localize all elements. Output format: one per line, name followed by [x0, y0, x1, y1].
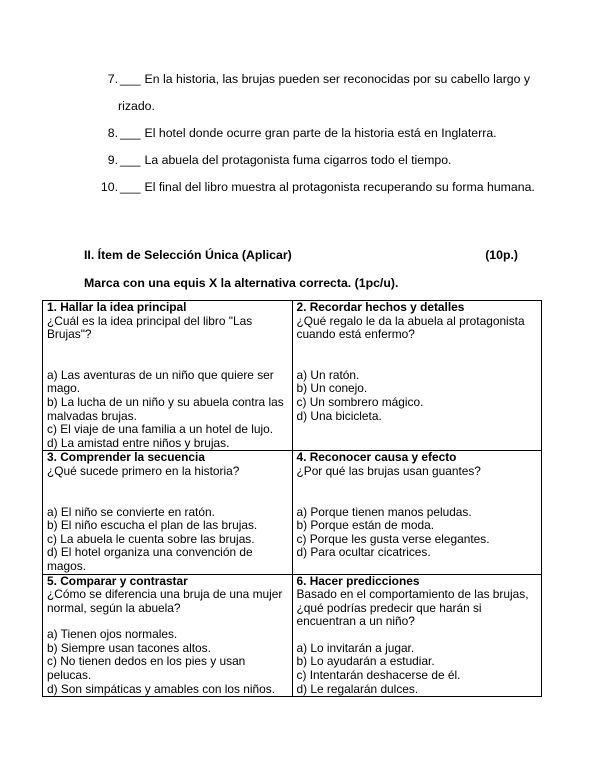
option-c[interactable]: c) No tienen dedos en los pies y usan pelucas.	[47, 654, 246, 683]
question-cell-6	[292, 574, 542, 697]
option-d[interactable]: d) Para ocultar cicatrices.	[296, 545, 431, 560]
option-b[interactable]: b) El niño escucha el plan de las brujas.	[47, 518, 258, 533]
answer-blank[interactable]: ___	[120, 72, 141, 86]
true-false-list	[100, 66, 540, 201]
item-statement: El hotel donde ocurre gran parte de la historia está en Inglaterra.	[144, 126, 497, 140]
item-number: 7.	[107, 72, 118, 86]
item-statement: En la historia, las brujas pueden ser reconocidas por su cabello largo y	[144, 72, 531, 86]
questions-table	[42, 300, 542, 697]
question-text: ¿Cómo se diferencia una bruja de una mujer normal, según la abuela?	[47, 587, 283, 615]
section-heading	[84, 248, 518, 262]
item-statement-continued: rizado.	[118, 99, 155, 113]
option-b[interactable]: b) La lucha de un niño y su abuela contra las malvadas brujas.	[47, 394, 284, 423]
option-b[interactable]: b) Lo ayudarán a estudiar.	[296, 654, 435, 669]
question-text: ¿Qué sucede primero en la historia?	[47, 463, 240, 478]
option-d[interactable]: d) Una bicicleta.	[296, 408, 382, 423]
option-b[interactable]: b) Siempre usan tacones altos.	[47, 640, 211, 655]
table-row	[43, 451, 542, 574]
question-cell-5	[43, 574, 293, 697]
option-d[interactable]: d) El hotel organiza una convención de magos.	[47, 545, 253, 573]
question-cell-4	[292, 451, 542, 574]
answer-blank[interactable]: ___	[120, 153, 141, 167]
item-number: 10.	[100, 180, 118, 194]
option-b[interactable]: b) Porque están de moda.	[296, 518, 434, 533]
option-a[interactable]: a) Porque tienen manos peludas.	[296, 504, 472, 519]
tf-item-7	[100, 66, 540, 120]
question-title: 4. Reconocer causa y efecto	[296, 450, 457, 465]
tf-item-9	[100, 147, 540, 174]
question-text: ¿Por qué las brujas usan guantes?	[296, 463, 481, 478]
option-d[interactable]: d) La amistad entre niños y brujas.	[47, 435, 230, 450]
answer-blank[interactable]: ___	[120, 180, 141, 194]
question-cell-1	[43, 301, 293, 451]
option-a[interactable]: a) Un ratón.	[296, 367, 360, 382]
option-c[interactable]: c) La abuela le cuenta sobre las brujas.	[47, 531, 255, 546]
option-c[interactable]: c) Porque les gusta verse elegantes.	[296, 531, 490, 546]
option-c[interactable]: c) Intentarán deshacerse de él.	[296, 668, 461, 683]
tf-item-10	[100, 174, 540, 201]
option-c[interactable]: c) Un sombrero mágico.	[296, 394, 424, 409]
question-title: 2. Recordar hechos y detalles	[296, 300, 465, 314]
option-a[interactable]: a) Las aventuras de un niño que quiere ser mago.	[47, 367, 274, 396]
item-number: 8.	[107, 126, 118, 140]
section-title: II. Ítem de Selección Única (Aplicar)	[84, 248, 292, 262]
item-number: 9.	[107, 153, 118, 167]
option-d[interactable]: d) Son simpáticas y amables con los niños.	[47, 681, 276, 696]
option-a[interactable]: a) El niño se convierte en ratón.	[47, 504, 215, 519]
question-title: 3. Comprender la secuencia	[47, 450, 205, 465]
option-a[interactable]: a) Lo invitarán a jugar.	[296, 640, 415, 655]
tf-item-8	[100, 120, 540, 147]
question-title: 6. Hacer predicciones	[296, 573, 420, 588]
item-statement: El final del libro muestra al protagonista recuperando su forma humana.	[144, 180, 535, 194]
item-statement: La abuela del protagonista fuma cigarros todo el tiempo.	[144, 153, 452, 167]
section-points: (10p.)	[485, 248, 518, 262]
option-a[interactable]: a) Tienen ojos normales.	[47, 627, 178, 642]
question-text: ¿Qué regalo le da la abuela al protagonista cuando está enfermo?	[296, 313, 525, 342]
answer-blank[interactable]: ___	[120, 126, 141, 140]
table-row	[43, 301, 542, 451]
section-instruction: Marca con una equis X la alternativa correcta. (1pc/u).	[84, 276, 399, 290]
question-text: ¿Cuál es la idea principal del libro "Las Brujas"?	[47, 313, 253, 342]
question-cell-2	[292, 301, 542, 451]
table-row	[43, 574, 542, 697]
option-b[interactable]: b) Un conejo.	[296, 381, 368, 396]
question-text: Basado en el comportamiento de las brujas, ¿qué podrías predecir que harán si encuentran a un niño?	[296, 587, 529, 629]
option-c[interactable]: c) El viaje de una familia a un hotel de lujo.	[47, 422, 274, 437]
option-d[interactable]: d) Le regalarán dulces.	[296, 681, 419, 696]
question-title: 5. Comparar y contrastar	[47, 573, 188, 588]
question-cell-3	[43, 451, 293, 574]
question-title: 1. Hallar la idea principal	[47, 300, 187, 314]
